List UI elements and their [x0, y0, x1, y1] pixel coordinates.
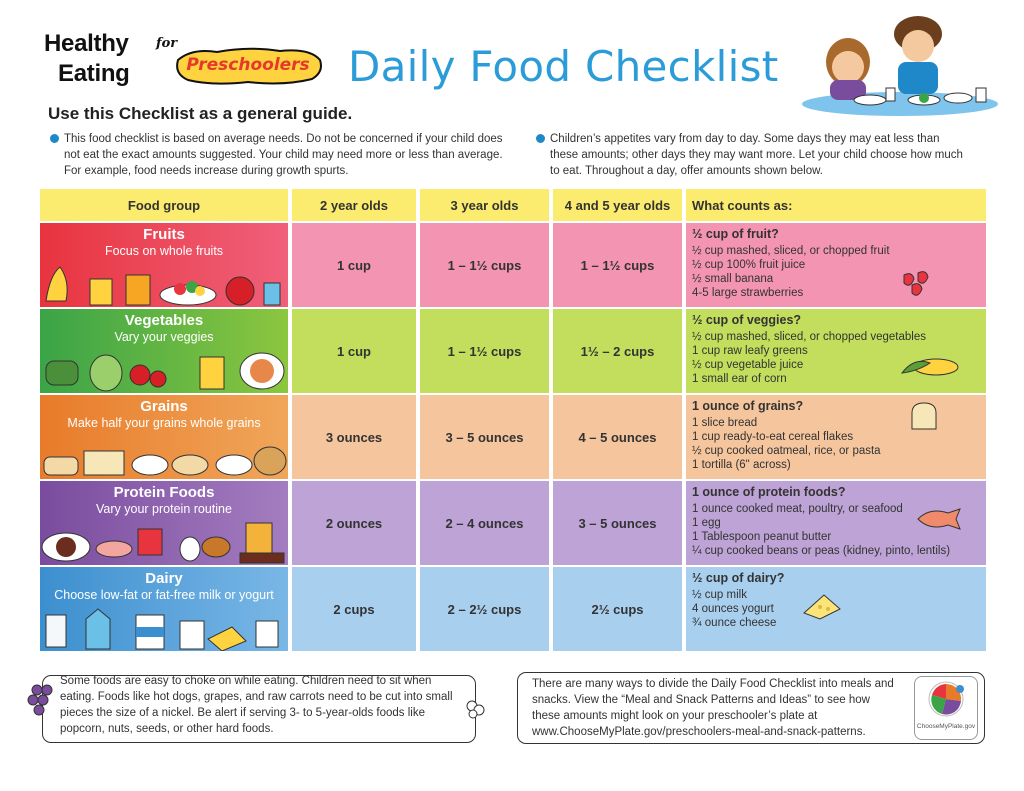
- grains-4-5-year-olds: 4 – 5 ounces: [553, 395, 682, 479]
- bullet-dot-icon: [536, 134, 545, 143]
- bullet-dot-icon: [50, 134, 59, 143]
- counts-heading: ½ cup of veggies?: [692, 313, 802, 327]
- counts-item: ½ cup 100% fruit juice: [692, 259, 806, 271]
- cheese-icon: [802, 591, 842, 621]
- food-group-name: Fruits: [143, 226, 185, 243]
- grains-3-year-olds: 3 – 5 ounces: [420, 395, 549, 479]
- header-what-counts: What counts as:: [686, 189, 986, 221]
- preschoolers-badge-text: Preschoolers: [186, 55, 310, 75]
- fruits-what-counts: [686, 223, 986, 307]
- header-4-5-year-olds: 4 and 5 year olds: [553, 189, 682, 221]
- dairy-3-year-olds: 2 – 2½ cups: [420, 567, 549, 651]
- guide-subtitle: Use this Checklist as a general guide.: [48, 104, 353, 123]
- choking-warning-text: Some foods are easy to choke on while eating. Children need to sit when eating. Foods like hot dogs, grapes, and raw carrots need to be cut into small pieces the size of a nickel. Be alert if serving 3- to 5-year-olds foods like popcorn, nuts, seeds, or other hard foods.: [60, 675, 453, 735]
- header-2-year-olds: 2 year olds: [292, 189, 416, 221]
- counts-item: 1 tortilla (6" across): [692, 459, 791, 471]
- vegetables-illustration: [40, 345, 288, 393]
- food-group-name: Protein Foods: [113, 484, 215, 501]
- counts-item: 4 ounces yogurt: [692, 603, 774, 615]
- preschoolers-badge: [172, 46, 324, 86]
- logo-line-healthy: Healthy: [44, 30, 129, 57]
- myplate-logo[interactable]: [914, 676, 978, 740]
- vegetables-4-5-year-olds: 1½ – 2 cups: [553, 309, 682, 393]
- food-group-vegetables: [40, 309, 288, 393]
- counts-item: ¼ cup cooked beans or peas (kidney, pinto, lentils): [692, 545, 951, 557]
- counts-item: 1 ounce cooked meat, poultry, or seafood: [692, 503, 903, 515]
- choking-warning-box: [42, 675, 476, 743]
- intro-bullet-2-text: Children’s appetites vary from day to day. Some days they may eat less than these amounts; other days they may want more. Let your child choose how much to eat. Throughout a day, offer amounts shown below.: [550, 133, 963, 177]
- counts-item: 1 slice bread: [692, 417, 758, 429]
- counts-item: ½ cup mashed, sliced, or chopped fruit: [692, 245, 890, 257]
- grains-illustration: [40, 439, 288, 479]
- logo-line-eating: Eating: [58, 60, 130, 87]
- food-group-subtitle: Focus on whole fruits: [104, 244, 224, 258]
- grapes-icon: [27, 678, 57, 724]
- vegetables-3-year-olds: 1 – 1½ cups: [420, 309, 549, 393]
- protein-2-year-olds: 2 ounces: [292, 481, 416, 565]
- myplate-logo-text: ChooseMyPlate.gov: [916, 723, 976, 730]
- intro-bullet-2: [550, 131, 970, 179]
- food-group-name: Vegetables: [124, 312, 204, 329]
- counts-item: 1 cup raw leafy greens: [692, 345, 808, 357]
- counts-item: ½ cup mashed, sliced, or chopped vegetables: [692, 331, 926, 343]
- food-group-subtitle: Choose low-fat or fat-free milk or yogurt: [54, 588, 274, 602]
- fruits-4-5-year-olds: 1 – 1½ cups: [553, 223, 682, 307]
- counts-item: 1 Tablespoon peanut butter: [692, 531, 832, 543]
- dairy-illustration: [40, 605, 288, 651]
- kids-eating-illustration: [800, 12, 1000, 122]
- counts-item: ½ cup vegetable juice: [692, 359, 804, 371]
- dairy-what-counts: [686, 567, 986, 651]
- intro-bullet-1: [64, 131, 504, 179]
- counts-heading: ½ cup of dairy?: [692, 571, 785, 585]
- vegetables-what-counts: [686, 309, 986, 393]
- food-group-dairy: [40, 567, 288, 651]
- corn-icon: [900, 353, 960, 381]
- healthy-eating-logo: [44, 30, 334, 90]
- food-group-name: Dairy: [145, 570, 183, 587]
- food-group-protein: [40, 481, 288, 565]
- protein-what-counts: [686, 481, 986, 565]
- dairy-4-5-year-olds: 2½ cups: [553, 567, 682, 651]
- counts-heading: 1 ounce of grains?: [692, 399, 804, 413]
- protein-illustration: [40, 519, 288, 565]
- fruits-3-year-olds: 1 – 1½ cups: [420, 223, 549, 307]
- counts-item: 4-5 large strawberries: [692, 287, 804, 299]
- myplate-plate-icon: [928, 681, 964, 717]
- food-group-grains: [40, 395, 288, 479]
- logo-for: for: [156, 36, 178, 51]
- fish-icon: [916, 507, 962, 531]
- grains-2-year-olds: 3 ounces: [292, 395, 416, 479]
- bread-slice-icon: [906, 401, 942, 433]
- page-title: Daily Food Checklist: [348, 42, 779, 91]
- food-group-subtitle: Vary your veggies: [114, 330, 214, 344]
- vegetables-2-year-olds: 1 cup: [292, 309, 416, 393]
- counts-item: ¾ ounce cheese: [692, 617, 777, 629]
- meal-patterns-box: [517, 672, 985, 744]
- counts-item: ½ cup cooked oatmeal, rice, or pasta: [692, 445, 881, 457]
- protein-3-year-olds: 2 – 4 ounces: [420, 481, 549, 565]
- counts-heading: 1 ounce of protein foods?: [692, 485, 846, 499]
- protein-4-5-year-olds: 3 – 5 ounces: [553, 481, 682, 565]
- intro-bullet-1-text: This food checklist is based on average needs. Do not be concerned if your child does not eat the exact amounts suggested. Your child may need more or less than average. For example, food needs increase during growth spurts.: [64, 133, 503, 177]
- header-food-group: Food group: [40, 189, 288, 221]
- fruits-illustration: [40, 261, 288, 307]
- counts-item: 1 cup ready-to-eat cereal flakes: [692, 431, 854, 443]
- food-group-subtitle: Vary your protein routine: [96, 502, 232, 516]
- counts-item: 1 small ear of corn: [692, 373, 787, 385]
- header-3-year-olds: 3 year olds: [420, 189, 549, 221]
- meal-patterns-text: There are many ways to divide the Daily Food Checklist into meals and snacks. View the “Meal and Snack Patterns and Ideas” to see how these amounts might look on your preschooler’s plate at www.ChooseMyPlate.gov/preschoolers-meal-and-snack-patterns.: [532, 678, 894, 738]
- counts-item: ½ small banana: [692, 273, 774, 285]
- strawberries-icon: [898, 265, 938, 299]
- fruits-2-year-olds: 1 cup: [292, 223, 416, 307]
- popcorn-icon: [463, 696, 489, 722]
- counts-item: ½ cup milk: [692, 589, 747, 601]
- counts-item: 1 egg: [692, 517, 721, 529]
- food-group-subtitle: Make half your grains whole grains: [67, 416, 261, 430]
- grains-what-counts: [686, 395, 986, 479]
- dairy-2-year-olds: 2 cups: [292, 567, 416, 651]
- counts-heading: ½ cup of fruit?: [692, 227, 779, 241]
- food-group-fruits: [40, 223, 288, 307]
- food-group-name: Grains: [140, 398, 188, 415]
